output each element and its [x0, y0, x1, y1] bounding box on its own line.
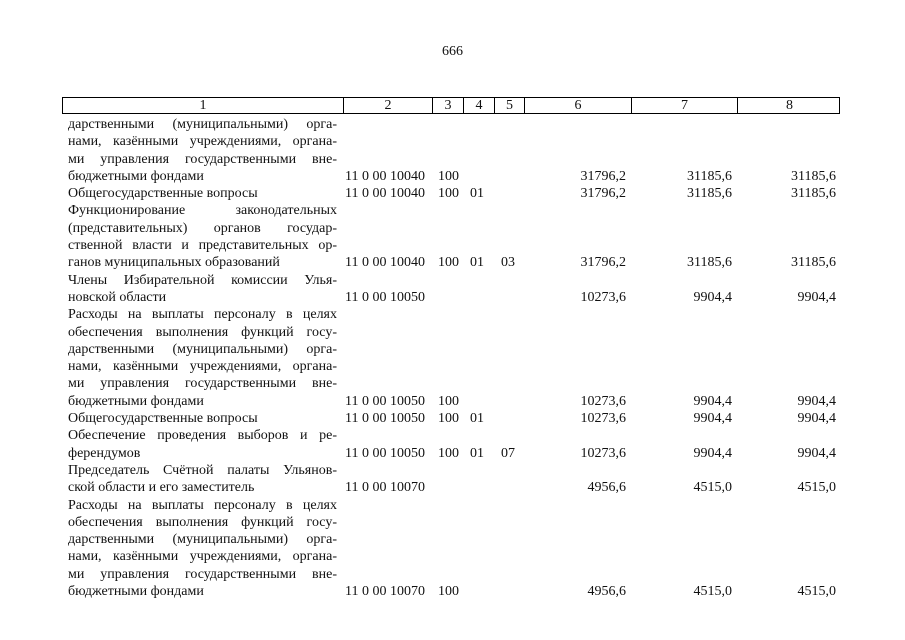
- row-line: [0, 583, 905, 600]
- item-name-text: нами, казёнными учреждениями, органа-: [68, 359, 337, 375]
- item-name-text: Расходы на выплаты персоналу в целях: [68, 497, 337, 513]
- row-line: [0, 133, 905, 150]
- amount-col-8: 31185,6: [791, 186, 836, 202]
- classification-code: 11 0 00 10040: [345, 168, 425, 184]
- item-name-text: Общегосударственные вопросы: [68, 411, 258, 427]
- row-line: [0, 514, 905, 531]
- row-line: [0, 324, 905, 341]
- header-col-3: 3: [432, 98, 463, 113]
- row-line: [0, 220, 905, 237]
- row-line: [0, 548, 905, 565]
- item-name-text: дарственными (муниципальными) орга-: [68, 117, 337, 132]
- item-name-text: обеспечения выполнения функций госу-: [68, 514, 337, 530]
- item-name-text: обеспечения выполнения функций госу-: [68, 324, 337, 340]
- classification-code: 11 0 00 10070: [345, 480, 425, 496]
- table-row: [0, 306, 905, 410]
- amount-col-7: 31185,6: [687, 168, 732, 184]
- header-col-2: 2: [343, 98, 432, 113]
- row-line: [0, 237, 905, 254]
- amount-col-8: 9904,4: [797, 411, 836, 427]
- page-number: 666: [442, 44, 463, 59]
- classification-code: 11 0 00 10040: [345, 255, 425, 271]
- expense-type: 100: [438, 186, 459, 202]
- table-row: [0, 497, 905, 601]
- row-line: [0, 272, 905, 289]
- item-name-text: Члены Избирательной комиссии Улья-: [68, 272, 337, 288]
- table-row: [0, 185, 905, 202]
- subsection-code: 03: [501, 255, 515, 271]
- amount-col-7: 9904,4: [693, 411, 732, 427]
- row-line: [0, 462, 905, 479]
- item-name-text: нами, казёнными учреждениями, органа-: [68, 134, 337, 150]
- classification-code: 11 0 00 10050: [345, 445, 425, 461]
- item-name-text: ственной власти и представительных ор-: [68, 238, 337, 254]
- amount-col-6: 10273,6: [580, 411, 626, 427]
- amount-col-7: 4515,0: [693, 584, 732, 600]
- item-name-text: Функционирование законодательных: [68, 203, 337, 219]
- item-name-text: бюджетными фондами: [68, 584, 204, 600]
- row-line: [0, 202, 905, 219]
- item-name-text: ми управления государственными вне-: [68, 151, 337, 167]
- amount-col-7: 31185,6: [687, 186, 732, 202]
- row-line: [0, 531, 905, 548]
- classification-code: 11 0 00 10050: [345, 289, 425, 305]
- expense-type: 100: [438, 393, 459, 409]
- item-name-text: ганов муниципальных образований: [68, 255, 280, 271]
- expense-type: 100: [438, 255, 459, 271]
- section-code: 01: [470, 186, 484, 202]
- row-line: [0, 116, 905, 133]
- row-line: [0, 393, 905, 410]
- classification-code: 11 0 00 10050: [345, 411, 425, 427]
- item-name-text: ферендумов: [68, 445, 141, 461]
- amount-col-7: 9904,4: [693, 445, 732, 461]
- amount-col-8: 31185,6: [791, 168, 836, 184]
- item-name-text: дарственными (муниципальными) орга-: [68, 341, 337, 357]
- amount-col-8: 9904,4: [797, 393, 836, 409]
- row-line: [0, 168, 905, 185]
- table-header: [62, 97, 840, 114]
- amount-col-7: 31185,6: [687, 255, 732, 271]
- row-line: [0, 497, 905, 514]
- item-name-text: ми управления государственными вне-: [68, 376, 337, 392]
- table-row: [0, 202, 905, 271]
- classification-code: 11 0 00 10040: [345, 186, 425, 202]
- amount-col-7: 9904,4: [693, 393, 732, 409]
- table-row: [0, 462, 905, 497]
- item-name-text: Председатель Счётной палаты Ульянов-: [68, 462, 337, 478]
- header-col-8: 8: [737, 98, 841, 113]
- row-line: [0, 358, 905, 375]
- header-col-7: 7: [631, 98, 737, 113]
- item-name-text: Общегосударственные вопросы: [68, 186, 258, 202]
- amount-col-6: 10273,6: [580, 445, 626, 461]
- header-col-4: 4: [463, 98, 494, 113]
- row-line: [0, 254, 905, 271]
- item-name-text: нами, казёнными учреждениями, органа-: [68, 549, 337, 565]
- subsection-code: 07: [501, 445, 515, 461]
- section-code: 01: [470, 411, 484, 427]
- amount-col-8: 4515,0: [797, 584, 836, 600]
- amount-col-6: 10273,6: [580, 393, 626, 409]
- table-row: [0, 427, 905, 462]
- amount-col-6: 10273,6: [580, 289, 626, 305]
- row-line: [0, 427, 905, 444]
- table-row: [0, 116, 905, 185]
- amount-col-6: 4956,6: [587, 480, 626, 496]
- amount-col-8: 9904,4: [797, 445, 836, 461]
- table-row: [0, 272, 905, 307]
- header-col-5: 5: [494, 98, 524, 113]
- item-name-text: ской области и его заместитель: [68, 480, 255, 496]
- amount-col-6: 31796,2: [580, 168, 626, 184]
- classification-code: 11 0 00 10050: [345, 393, 425, 409]
- expense-type: 100: [438, 168, 459, 184]
- item-name-text: дарственными (муниципальными) орга-: [68, 532, 337, 548]
- amount-col-6: 4956,6: [587, 584, 626, 600]
- amount-col-6: 31796,2: [580, 255, 626, 271]
- row-line: [0, 341, 905, 358]
- expense-type: 100: [438, 411, 459, 427]
- amount-col-8: 31185,6: [791, 255, 836, 271]
- table-body: [0, 116, 905, 600]
- classification-code: 11 0 00 10070: [345, 584, 425, 600]
- section-code: 01: [470, 255, 484, 271]
- amount-col-7: 4515,0: [693, 480, 732, 496]
- row-line: [0, 479, 905, 496]
- expense-type: 100: [438, 445, 459, 461]
- amount-col-8: 4515,0: [797, 480, 836, 496]
- header-col-1: 1: [199, 98, 207, 113]
- row-line: [0, 306, 905, 323]
- amount-col-7: 9904,4: [693, 289, 732, 305]
- table-row: [0, 410, 905, 427]
- item-name-text: Обеспечение проведения выборов и ре-: [68, 428, 337, 444]
- item-name-text: бюджетными фондами: [68, 393, 204, 409]
- header-col-6: 6: [524, 98, 631, 113]
- row-line: [0, 151, 905, 168]
- row-line: [0, 410, 905, 427]
- item-name-text: бюджетными фондами: [68, 168, 204, 184]
- row-line: [0, 445, 905, 462]
- row-line: [0, 566, 905, 583]
- amount-col-6: 31796,2: [580, 186, 626, 202]
- row-line: [0, 185, 905, 202]
- amount-col-8: 9904,4: [797, 289, 836, 305]
- item-name-text: Расходы на выплаты персоналу в целях: [68, 307, 337, 323]
- row-line: [0, 375, 905, 392]
- item-name-text: (представительных) органов государ-: [68, 220, 337, 236]
- item-name-text: новской области: [68, 289, 167, 305]
- row-line: [0, 289, 905, 306]
- expense-type: 100: [438, 584, 459, 600]
- section-code: 01: [470, 445, 484, 461]
- item-name-text: ми управления государственными вне-: [68, 566, 337, 582]
